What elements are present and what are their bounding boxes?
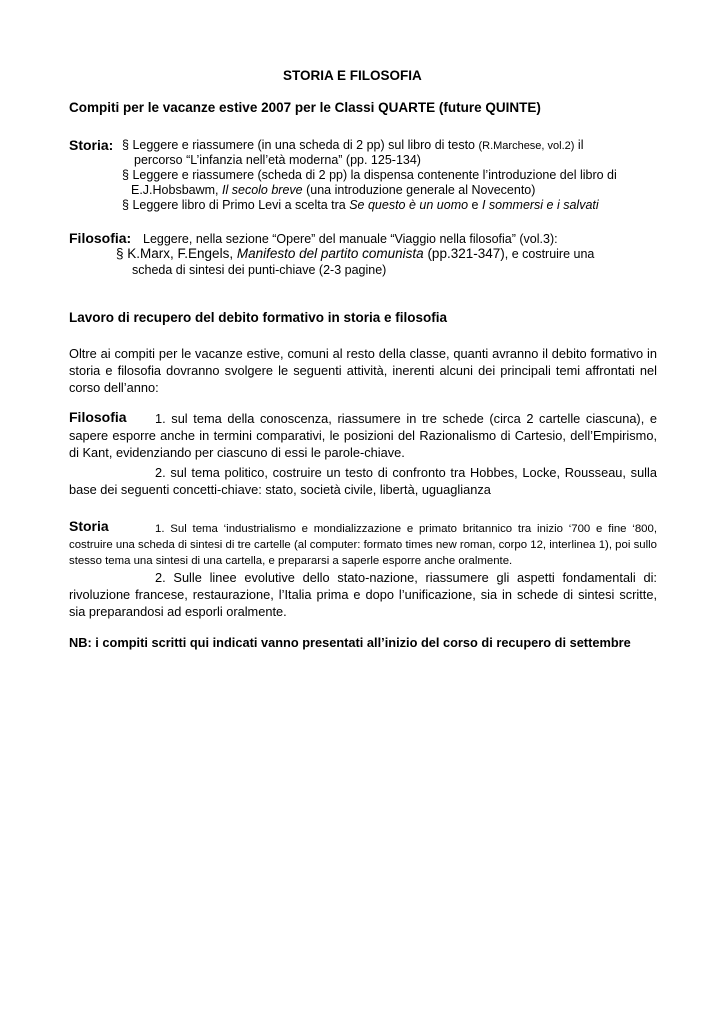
text: Leggere e riassumere (scheda di 2 pp) la dispensa contenente l’introduzione del libro di xyxy=(132,168,617,182)
book-title: Il secolo breve xyxy=(222,183,303,197)
text: Leggere libro di Primo Levi a scelta tra xyxy=(132,198,350,212)
document-subtitle: Compiti per le vacanze estive 2007 per le Classi QUARTE (future QUINTE) xyxy=(69,100,541,115)
recupero-storia-label: Storia xyxy=(69,518,109,534)
nb-note: NB: i compiti scritti qui indicati vanno presentati all’inizio del corso di recupero di settembre xyxy=(69,635,631,650)
filosofia-intro: Leggere, nella sezione “Opere” del manuale “Viaggio nella filosofia” (vol.3): xyxy=(143,232,558,246)
book-title: Manifesto del partito comunista xyxy=(236,246,424,261)
book-title: Se questo è un uomo xyxy=(349,198,469,212)
document-title: STORIA E FILOSOFIA xyxy=(283,68,422,83)
recupero-storia-point-2: 2. Sulle linee evolutive dello stato-nazione, riassumere gli aspetti fondamentali di: rivoluzione francese, restaurazione, l’Italia prima e dopo l’unificazione, sia in schede di sintesi scritte, sia preparandosi ad esporli oralmente. xyxy=(69,570,657,619)
recupero-heading: Lavoro di recupero del debito formativo in storia e filosofia xyxy=(69,310,448,325)
text-small: , e costruire una xyxy=(504,247,595,261)
recupero-intro: Oltre ai compiti per le vacanze estive, comuni al resto della classe, quanti avranno il debito formativo in storia e filosofia dovranno svolgere le seguenti attività, inerenti alcuni dei principali temi affrontati nel corso dell’anno: xyxy=(69,346,657,395)
text: e xyxy=(468,198,482,212)
storia-item-1-line-2: percorso “L’infanzia nell’età moderna” (pp. 125-134) xyxy=(134,153,421,167)
recupero-filosofia-point-2: 2. sul tema politico, costruire un testo di confronto tra Hobbes, Locke, Rousseau, sulla base dei seguenti concetti-chiave: stato, società civile, libertà, uguaglianza xyxy=(69,465,657,497)
bullet-marker: § xyxy=(122,198,129,212)
storia-item-2-line-1 xyxy=(122,169,617,182)
recupero-filosofia-point-1: 1. sul tema della conoscenza, riassumere in tre schede (circa 2 cartelle ciascuna), e sapere esporre anche in termini comparativi, le posizioni del Razionalismo di Cartesio, dell’Empirismo, di Kant, evidenziando per ciascuno di essi le parole-chiave. xyxy=(69,411,657,460)
recupero-storia-point-1: 1. Sul tema ‘industrialismo e mondializzazione e primato britannico tra inizio ‘700 e fine ‘800, costruire una scheda di sintesi di tre cartelle (al computer: formato times new roman, corpo 12, interlinea 1), poi sullo stesso tema una sintesi di una cartella, e prepararsi a saperle esporre anche oralmente. xyxy=(69,523,657,567)
filosofia-label: Filosofia: xyxy=(69,230,132,246)
book-title: I sommersi e i salvati xyxy=(481,198,599,212)
storia-label: Storia: xyxy=(69,137,114,153)
text: K.Marx, F.Engels, xyxy=(127,246,237,261)
text: Leggere e riassumere (in una scheda di 2 pp) sul libro di testo xyxy=(132,138,479,152)
text: (una introduzione generale al Novecento) xyxy=(302,183,536,197)
filosofia-item-line-1 xyxy=(116,247,594,261)
storia-item-2-line-2 xyxy=(131,184,535,197)
text: (pp.321-347) xyxy=(423,246,505,261)
text: il xyxy=(574,138,584,152)
storia-item-1-line-1 xyxy=(122,139,583,152)
recupero-filosofia-label: Filosofia xyxy=(69,409,127,425)
bullet-marker: § xyxy=(122,138,129,152)
filosofia-item-line-2: scheda di sintesi dei punti-chiave (2-3 pagine) xyxy=(132,263,387,277)
text: E.J.Hobsbawm, xyxy=(131,183,223,197)
text-small: (R.Marchese, vol.2) xyxy=(478,140,575,152)
bullet-marker: § xyxy=(116,246,124,261)
storia-item-3-line-1 xyxy=(122,199,599,212)
bullet-marker: § xyxy=(122,168,129,182)
